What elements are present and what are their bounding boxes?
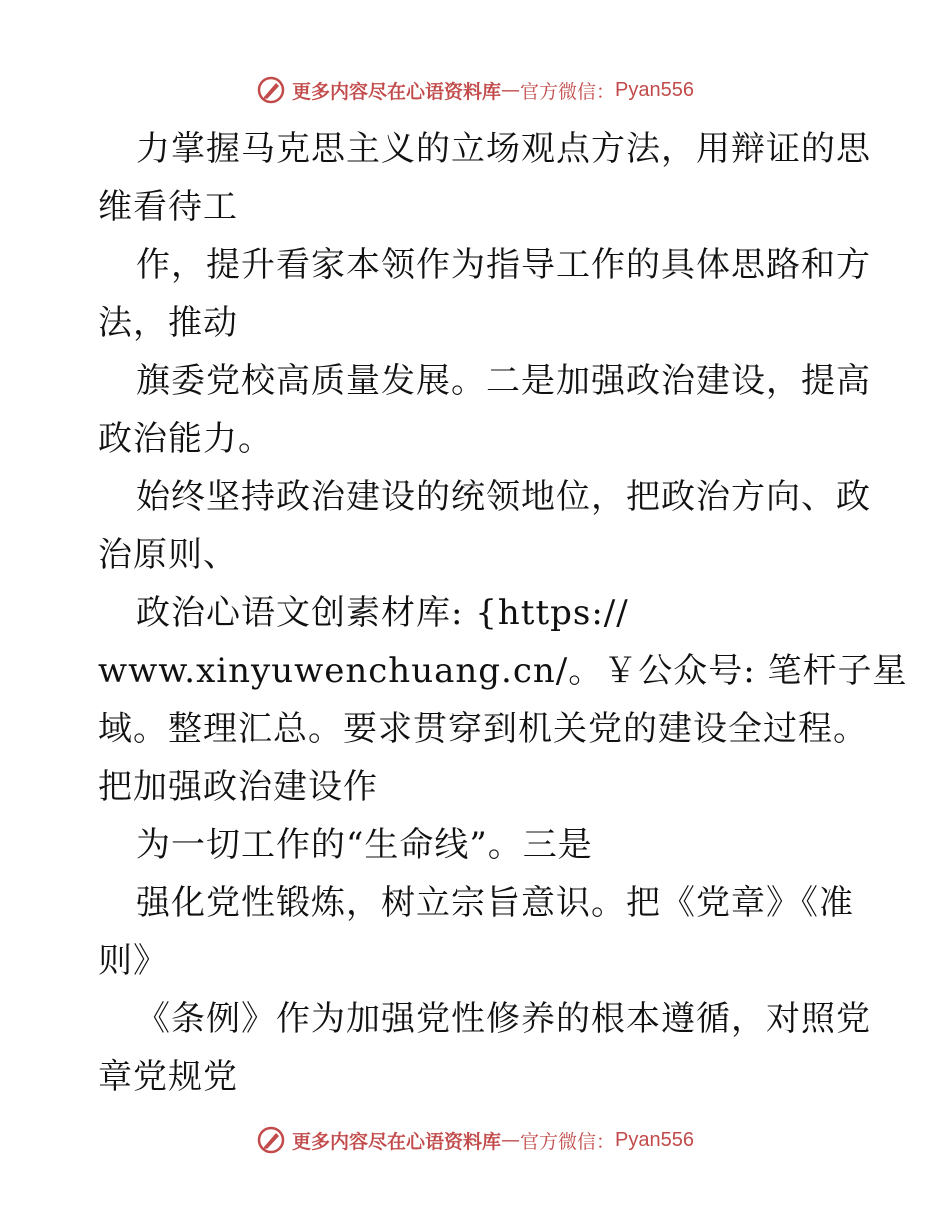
footer-wechat-label: 官方微信： [520, 1130, 616, 1153]
banner-dash: — [501, 79, 521, 101]
text-line-7: 始终坚持政治建设的统领地位，把政治方向、政 [136, 477, 871, 517]
text-line-2: 维看待工 [98, 187, 238, 227]
text-line-5: 旗委党校高质量发展。二是加强政治建设，提高 [136, 361, 871, 401]
banner-brand: 更多内容尽在心语资料库 [292, 80, 502, 103]
text-line-11: 域。整理汇总。要求贯穿到机关党的建设全过程。 [98, 709, 868, 749]
text-line-10: www.xinyuwenchuang.cn/。￥公众号: 笔杆子星 [98, 651, 908, 691]
text-line-15: 则》 [98, 941, 168, 981]
text-line-12: 把加强政治建设作 [98, 767, 378, 807]
header-banner [0, 70, 950, 110]
text-line-16: 《条例》作为加强党性修养的根本遵循，对照党 [136, 999, 871, 1039]
text-line-1: 力掌握马克思主义的立场观点方法，用辩证的思 [136, 129, 871, 169]
text-line-14: 强化党性锻炼，树立宗旨意识。把《党章》《准 [136, 883, 854, 923]
quill-pen-logo-icon [256, 1125, 286, 1155]
document-body [98, 120, 908, 1106]
text-line-3: 作，提升看家本领作为指导工作的具体思路和方 [136, 245, 871, 285]
footer-brand: 更多内容尽在心语资料库 [292, 1130, 502, 1153]
footer-wechat-id: Pyan556 [615, 1128, 694, 1151]
text-line-6: 政治能力。 [98, 419, 273, 459]
text-line-13: 为一切工作的“生命线”。三是 [136, 825, 593, 865]
quill-pen-logo-icon [256, 75, 286, 105]
text-line-17: 章党规党 [98, 1057, 238, 1097]
footer-banner [0, 1120, 950, 1160]
text-line-8: 治原则、 [98, 535, 238, 575]
text-line-4: 法，推动 [98, 303, 238, 343]
banner-wechat-id: Pyan556 [615, 78, 694, 101]
banner-wechat-label: 官方微信： [520, 80, 616, 103]
footer-dash: — [501, 1129, 521, 1151]
text-line-9: 政治心语文创素材库: {https:// [136, 593, 629, 633]
